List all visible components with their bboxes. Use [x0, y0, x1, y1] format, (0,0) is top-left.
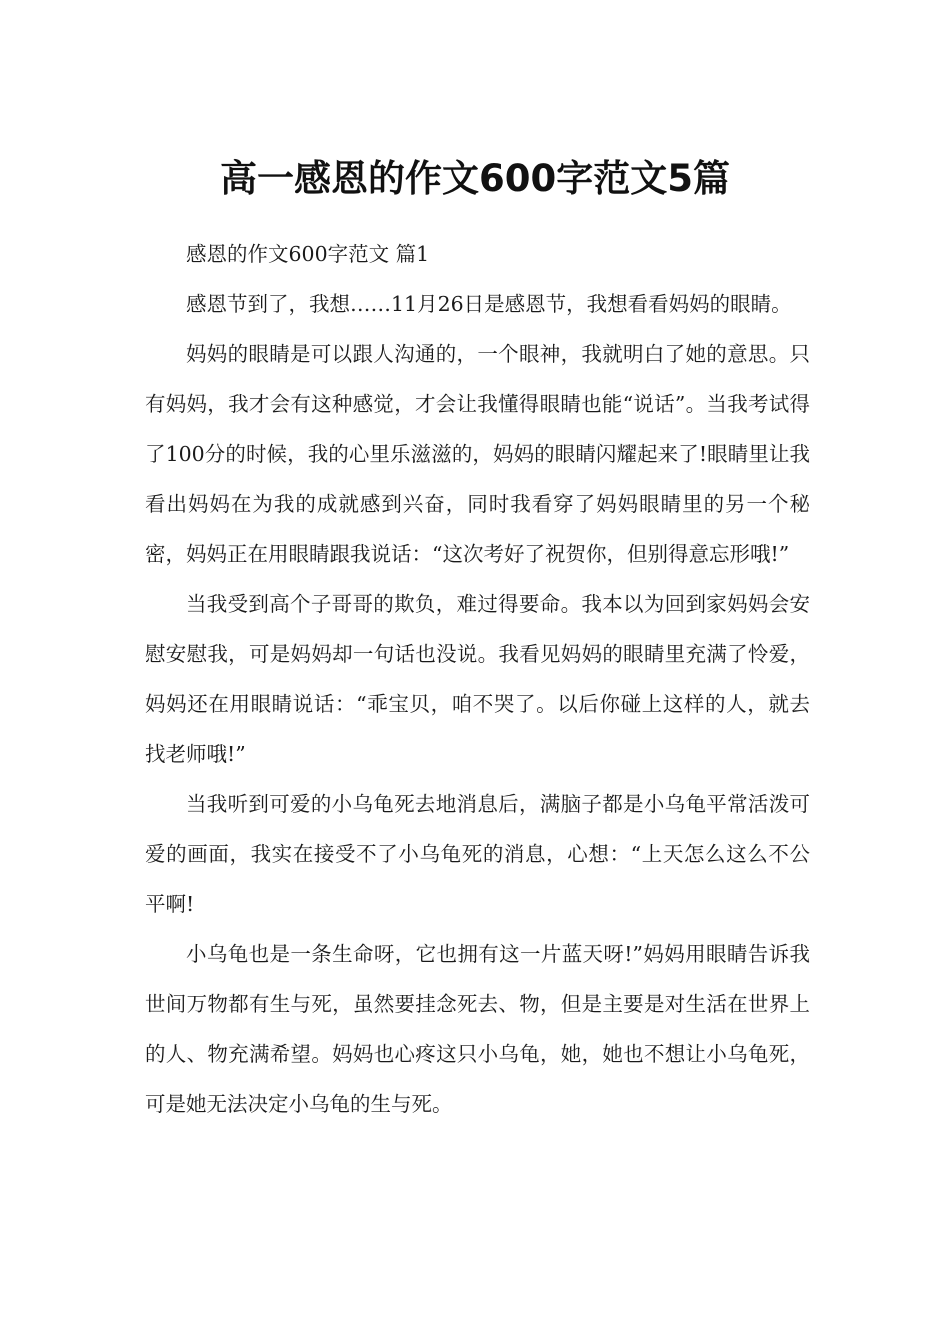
section-heading: 感恩的作文600字范文 篇1 [186, 242, 430, 266]
document-body [145, 229, 810, 1129]
paragraph: 当我听到可爱的小乌龟死去地消息后，满脑子都是小乌龟平常活泼可爱的画面，我实在接受不了小乌龟死的消息，心想：“上天怎么这么不公平啊! [145, 792, 810, 916]
paragraph: 小乌龟也是一条生命呀，它也拥有这一片蓝天呀!”妈妈用眼睛告诉我世间万物都有生与死，虽然要挂念死去、物，但是主要是对生活在世界上的人、物充满希望。妈妈也心疼这只小乌龟，她，她也不想让小乌龟死，可是她无法决定小乌龟的生与死。 [145, 942, 810, 1116]
paragraph: 妈妈的眼睛是可以跟人沟通的，一个眼神，我就明白了她的意思。只有妈妈，我才会有这种感觉，才会让我懂得眼睛也能“说话”。当我考试得了100分的时候，我的心里乐滋滋的，妈妈的眼睛闪耀起来了!眼睛里让我看出妈妈在为我的成就感到兴奋，同时我看穿了妈妈眼睛里的另一个秘密，妈妈正在用眼睛跟我说话：“这次考好了祝贺你，但别得意忘形哦!” [145, 342, 810, 566]
paragraph: 感恩节到了，我想……11月26日是感恩节，我想看看妈妈的眼睛。 [186, 292, 792, 316]
paragraph: 当我受到高个子哥哥的欺负，难过得要命。我本以为回到家妈妈会安慰安慰我，可是妈妈却一句话也没说。我看见妈妈的眼睛里充满了怜爱，妈妈还在用眼睛说话：“乖宝贝，咱不哭了。以后你碰上这样的人，就去找老师哦!” [145, 592, 810, 766]
document-title: 高一感恩的作文600字范文5篇 [220, 156, 730, 200]
